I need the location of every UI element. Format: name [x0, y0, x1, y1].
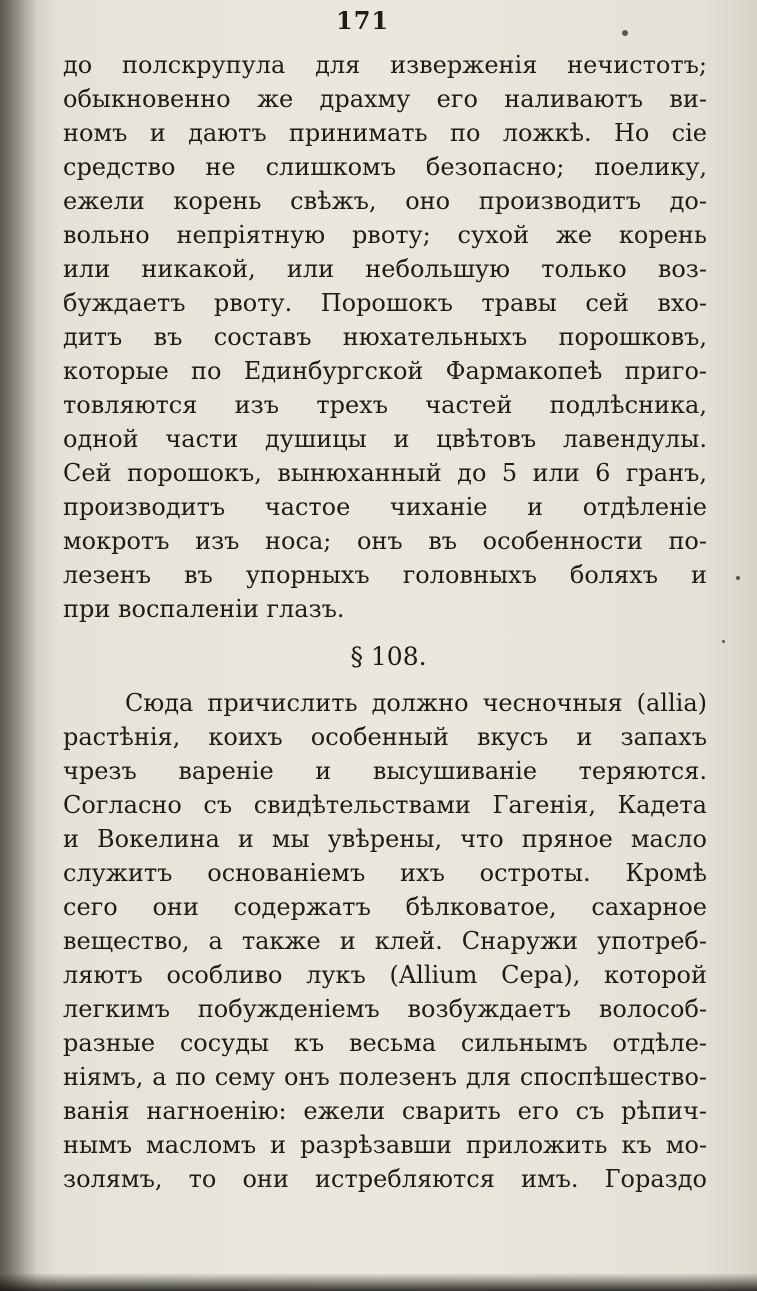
text-line: вольно непріятную рвоту; сухой же корень [63, 221, 707, 249]
text-line: производитъ частое чиханіе и отдѣленіе [63, 493, 707, 521]
text-line: буждаетъ рвоту. Порошокъ травы сей вхо- [63, 289, 707, 317]
text-line: лезенъ въ упорныхъ головныхъ боляхъ и [63, 561, 707, 589]
paper-speck [722, 640, 725, 643]
text-line: ежели корень свѣжъ, оно производитъ до- [63, 187, 707, 215]
text-line: при воспаленіи глазъ. [63, 595, 345, 623]
text-line: служитъ основаніемъ ихъ остроты. Кромѣ [63, 859, 707, 887]
text-line: одной части душицы и цвѣтовъ лавендулы. [63, 425, 707, 453]
text-line: вещество, а также и клей. Снаружи употреб- [63, 927, 707, 955]
page-bottom-edge [0, 1273, 757, 1291]
text-line: ніямъ, а по сему онъ полезенъ для споспѣшество- [63, 1063, 707, 1091]
text-line: дитъ въ составъ нюхательныхъ порошковъ, [63, 323, 707, 351]
text-line: золямъ, то они истребляются имъ. Гораздо [63, 1165, 707, 1193]
text-line: сего они содержатъ бѣлковатое, сахарное [63, 893, 707, 921]
section-heading: § 108. [350, 642, 427, 671]
text-line: Сюда причислить должно чесночныя (allia) [125, 689, 707, 717]
text-line: товляются изъ трехъ частей подлѣсника, [63, 391, 707, 419]
page-number: 171 [336, 6, 390, 35]
text-line: до полскрупула для изверженія нечистотъ; [63, 51, 707, 79]
text-line: которые по Единбургской Фармакопеѣ приго- [63, 357, 707, 385]
text-line: ванія нагноенію: ежели сварить его съ рѣпич- [63, 1097, 707, 1125]
text-line: Согласно съ свидѣтельствами Гагенія, Кадета [63, 791, 707, 819]
text-line: разные сосуды къ весьма сильнымъ отдѣле- [63, 1029, 707, 1057]
paper-speck [622, 30, 628, 36]
text-line: обыкновенно же драхму его наливаютъ ви- [63, 85, 707, 113]
paper-speck [736, 576, 740, 580]
text-line: мокротъ изъ носа; онъ въ особенности по- [63, 527, 707, 555]
text-line: Сей порошокъ, вынюханный до 5 или 6 гранъ, [63, 459, 707, 487]
text-line: легкимъ побужденіемъ возбуждаетъ волособ- [63, 995, 707, 1023]
text-line: растѣнія, коихъ особенный вкусъ и запахъ [63, 723, 707, 751]
text-line: средство не слишкомъ безопасно; поелику, [63, 153, 707, 181]
text-line: ляютъ особливо лукъ (Allium Cepa), которой [63, 961, 707, 989]
text-line: или никакой, или небольшую только воз- [63, 255, 707, 283]
text-line: и Вокелина и мы увѣрены, что пряное масло [63, 825, 707, 853]
text-line: чрезъ вареніе и высушиваніе теряются. [63, 757, 707, 785]
text-line: номъ и даютъ принимать по ложкѣ. Но сіе [63, 119, 707, 147]
text-line: нымъ масломъ и разрѣзавши приложить къ мо- [63, 1131, 707, 1159]
